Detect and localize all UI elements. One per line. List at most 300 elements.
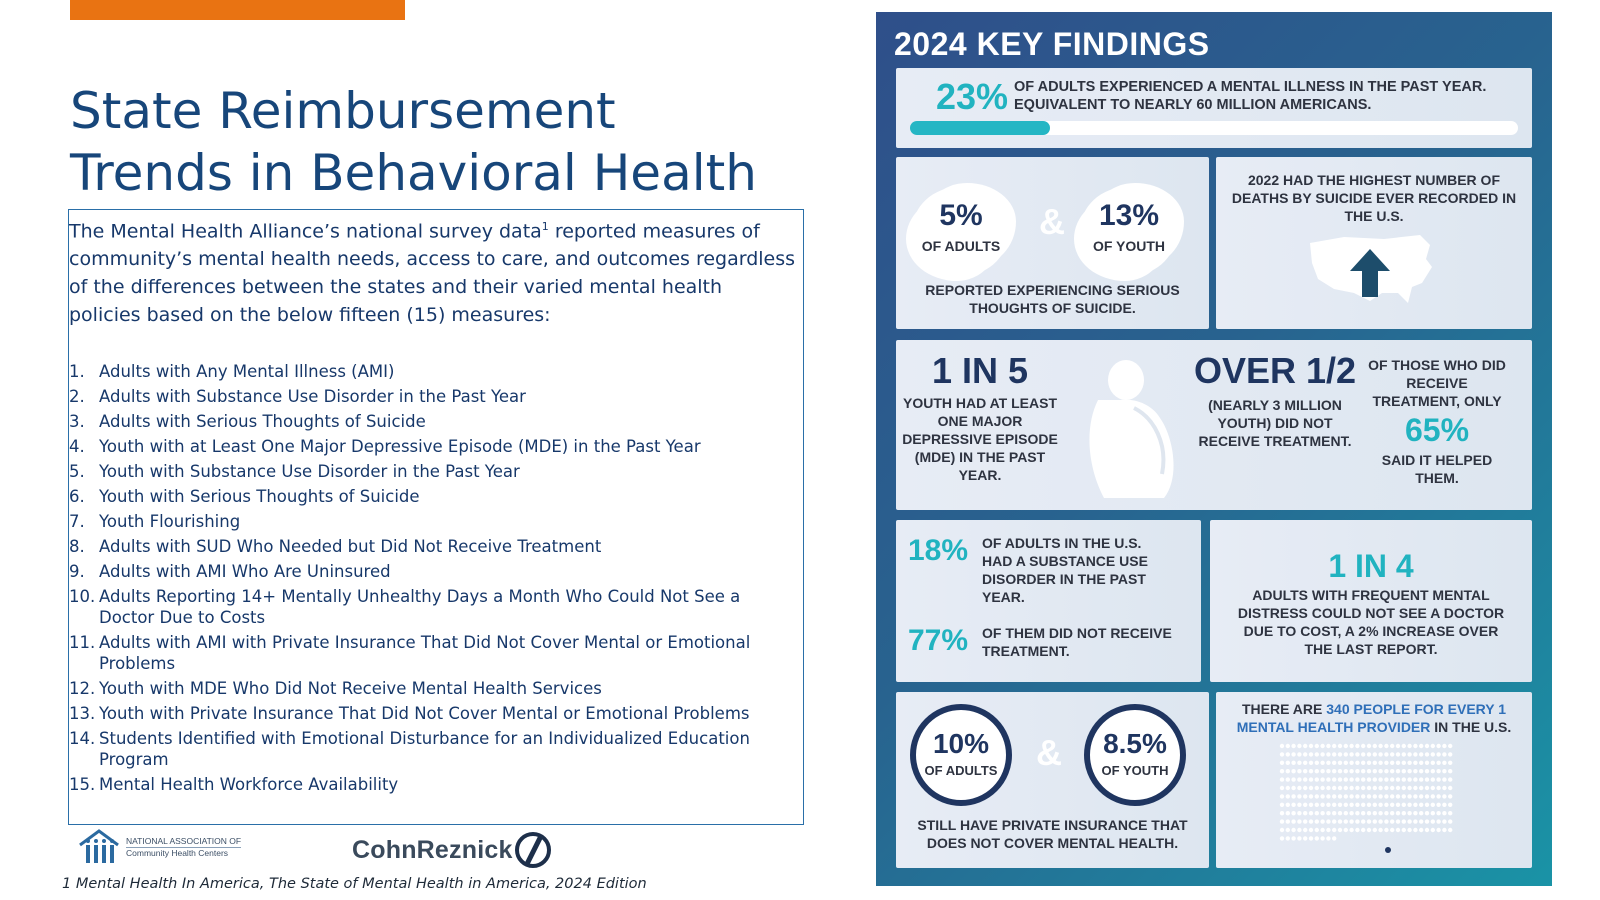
person-dot [1396,828,1400,832]
person-dot [1425,819,1429,823]
person-dot [1338,786,1342,790]
person-dot [1355,828,1359,832]
person-dot [1396,744,1400,748]
person-dot [1413,794,1417,798]
person-dot [1291,777,1295,781]
person-dot [1355,794,1359,798]
treatment-helped-block [1362,356,1512,487]
person-dot [1419,761,1423,765]
person-dot [1326,744,1330,748]
person-dot [1442,828,1446,832]
person-dot [1320,819,1324,823]
person-dot [1309,786,1313,790]
person-dot [1303,819,1307,823]
person-dot [1355,744,1359,748]
measure-item [69,411,799,432]
person-dot [1344,777,1348,781]
person-dot [1320,786,1324,790]
person-dot [1309,761,1313,765]
intro-text-end: reported measures of community’s mental health needs, access to care, and outcomes regardless of the differences between the states and their varied mental health policies based on the below fifteen (15) measures: [69,220,796,327]
person-dot [1326,803,1330,807]
person-dot [1349,769,1353,773]
stat-value: 65% [1404,412,1470,448]
stat-value: OVER 1/2 [1193,350,1357,391]
measure-number: 6. [69,487,85,507]
person-dot [1431,803,1435,807]
measure-number: 13. [69,704,96,724]
stat-suicide-thoughts [896,157,1209,329]
person-dot [1378,777,1382,781]
person-dot [1402,819,1406,823]
us-map-up-arrow-icon [1304,223,1444,319]
ampersand: & [1036,732,1062,773]
person-dot [1361,794,1365,798]
person-dot [1297,769,1301,773]
progress-track [910,121,1518,135]
provider-dot [1385,847,1391,853]
person-dot [1402,811,1406,815]
person-dot [1436,752,1440,756]
person-dot [1286,836,1290,840]
measure-item [69,586,799,628]
person-dot [1315,828,1319,832]
person-dot [1291,752,1295,756]
person-dot [1378,811,1382,815]
person-dot [1326,752,1330,756]
person-dot [1280,811,1284,815]
badge-label: OF ADULTS [924,763,998,778]
person-dot [1436,803,1440,807]
person-dot [1286,786,1290,790]
measure-item [69,632,799,674]
person-dot [1280,761,1284,765]
person-dot [1442,761,1446,765]
person-dot [1320,752,1324,756]
nachc-name [126,836,241,859]
person-dot [1402,744,1406,748]
person-dot [1338,811,1342,815]
person-dot [1419,777,1423,781]
person-dot [1344,828,1348,832]
person-dot [1407,777,1411,781]
badge-value: 13% [1098,199,1160,232]
person-dot [1390,803,1394,807]
person-dot [1309,819,1313,823]
person-dot [1390,769,1394,773]
measure-item [69,511,799,532]
person-dot [1442,786,1446,790]
stat-caption: STILL HAVE PRIVATE INSURANCE THAT DOES NOT COVER MENTAL HEALTH. [917,817,1188,851]
stat-caption-line-1: OF ADULTS EXPERIENCED A MENTAL ILLNESS IN THE PAST YEAR. [1014,79,1487,95]
person-dot [1361,811,1365,815]
measure-text: Adults with Serious Thoughts of Suicide [99,412,426,432]
person-dot [1315,752,1319,756]
person-dot [1338,761,1342,765]
stat-insurance-gap [896,692,1209,868]
person-dot [1297,777,1301,781]
person-dot [1419,811,1423,815]
person-dot [1431,777,1435,781]
person-dot [1413,761,1417,765]
person-dot [1344,819,1348,823]
measure-text: Adults Reporting 14+ Mentally Unhealthy Days a Month Who Could Not See a Doctor Due to Costs [99,587,741,628]
person-dot [1338,752,1342,756]
person-dot [1338,744,1342,748]
person-dot [1332,803,1336,807]
person-dot [1407,803,1411,807]
person-dot [1419,744,1423,748]
nachc-line-2: Community Health Centers [126,847,241,859]
stat-caption: REPORTED EXPERIENCING SERIOUS THOUGHTS OF SUICIDE. [925,282,1180,316]
person-dot [1425,752,1429,756]
person-dot [1390,752,1394,756]
person-dot [1436,777,1440,781]
stat-value: 18% [908,534,969,567]
person-dot [1448,761,1452,765]
stat-provider-ratio [1216,692,1532,868]
person-dot [1338,777,1342,781]
person-dot [1355,786,1359,790]
person-dot [1320,777,1324,781]
person-dot [1280,803,1284,807]
adults-ring-badge [910,704,1012,806]
measure-text: Youth with Substance Use Disorder in the Past Year [99,462,520,482]
person-dot [1332,777,1336,781]
person-dot [1431,811,1435,815]
person-dot [1373,819,1377,823]
person-dot [1436,761,1440,765]
cohnreznick-logo [352,830,553,870]
person-dot [1280,794,1284,798]
person-dot [1355,752,1359,756]
person-dot [1378,769,1382,773]
stat-substance-use [896,520,1201,682]
person-dot [1407,744,1411,748]
person-dot [1344,761,1348,765]
person-dot [1425,803,1429,807]
stat-value: 23% [936,76,1009,117]
person-dot [1442,777,1446,781]
measure-text: Adults with Any Mental Illness (AMI) [99,362,395,382]
stat-caption: (NEARLY 3 MILLION YOUTH) DID NOT RECEIVE TREATMENT. [1198,397,1352,449]
person-dot [1402,803,1406,807]
person-dot [1280,777,1284,781]
person-dot [1315,786,1319,790]
person-dot [1361,769,1365,773]
person-dot [1390,794,1394,798]
person-dot [1361,777,1365,781]
nachc-line-1: NATIONAL ASSOCIATION OF [126,835,242,846]
person-dot [1396,811,1400,815]
measure-item [69,728,799,770]
person-dot [1384,828,1388,832]
person-dot [1344,744,1348,748]
person-dot [1349,777,1353,781]
person-dot [1349,819,1353,823]
person-dot [1413,752,1417,756]
measure-text: Youth Flourishing [99,512,241,532]
measure-number: 14. [69,729,96,749]
person-dot [1286,803,1290,807]
measure-text: Adults with AMI with Private Insurance That Did Not Cover Mental or Emotional Problems [99,633,751,674]
person-dot [1367,819,1371,823]
measure-item [69,461,799,482]
person-dot [1303,811,1307,815]
measure-number: 5. [69,462,85,482]
person-dot [1303,828,1307,832]
person-dot [1436,769,1440,773]
person-dot [1384,819,1388,823]
person-dot [1442,769,1446,773]
person-dot [1309,803,1313,807]
person-dot [1361,828,1365,832]
person-dot [1303,769,1307,773]
untreated-sud-row [908,624,1172,660]
person-dot [1361,744,1365,748]
person-dot [1280,836,1284,840]
person-dot [1442,811,1446,815]
person-dot [1297,811,1301,815]
untreated-youth-block [1192,350,1358,450]
person-dot [1367,777,1371,781]
person-dot [1361,786,1365,790]
person-dot [1448,811,1452,815]
measure-item [69,361,799,382]
person-dot [1384,761,1388,765]
person-dot [1303,786,1307,790]
person-dot [1303,836,1307,840]
person-dot [1297,744,1301,748]
person-dot [1436,786,1440,790]
person-dot [1361,752,1365,756]
person-dot [1373,752,1377,756]
person-dot [1332,761,1336,765]
person-dot [1384,803,1388,807]
person-dot [1384,769,1388,773]
person-dot [1402,761,1406,765]
person-dot [1407,752,1411,756]
person-dot [1326,786,1330,790]
person-dot [1303,803,1307,807]
person-dot [1315,811,1319,815]
sud-row [908,534,1172,606]
person-dot [1419,828,1423,832]
person-dot [1419,819,1423,823]
measure-text: Mental Health Workforce Availability [99,775,399,795]
person-dot [1448,803,1452,807]
person-dot [1332,819,1336,823]
person-dot [1425,828,1429,832]
person-dot [1332,811,1336,815]
person-dot [1297,794,1301,798]
person-dot [1280,819,1284,823]
intro-text-start: The Mental Health Alliance’s national survey data [69,220,542,243]
person-dot [1425,744,1429,748]
person-dot [1413,769,1417,773]
person-dot [1413,819,1417,823]
stat-value: 1 IN 5 [931,350,1029,391]
person-dot [1378,752,1382,756]
person-dot [1286,761,1290,765]
person-dot [1378,761,1382,765]
person-dot [1390,828,1394,832]
person-dot [1367,811,1371,815]
person-dot [1315,794,1319,798]
person-dot [1396,819,1400,823]
person-dot [1309,752,1313,756]
person-dot [1326,761,1330,765]
person-dot [1407,794,1411,798]
person-dot [1315,803,1319,807]
person-dot [1390,744,1394,748]
person-dot [1338,769,1342,773]
person-dot [1320,761,1324,765]
person-dot [1280,769,1284,773]
person-dot [1297,786,1301,790]
person-dot [1326,819,1330,823]
person-dot [1349,828,1353,832]
progress-fill [910,121,1050,135]
title-line-2: Trends in Behavioral Health [70,144,757,202]
youth-mde-block [900,350,1060,484]
person-dot [1349,744,1353,748]
person-dot [1349,811,1353,815]
person-dot [1373,828,1377,832]
person-dot [1396,794,1400,798]
person-dot [1297,752,1301,756]
person-dot [1326,836,1330,840]
person-dot [1425,777,1429,781]
badge-label: OF YOUTH [1101,763,1169,778]
measure-number: 4. [69,437,85,457]
person-dot [1309,811,1313,815]
person-dot [1344,752,1348,756]
person-dot [1373,786,1377,790]
footnote-marker: 1 [541,220,549,233]
stat-caption: ADULTS WITH FREQUENT MENTAL DISTRESS COULD NOT SEE A DOCTOR DUE TO COST, A 2% INCREASE OVER THE LAST REPORT. [1237,587,1505,657]
person-dot [1326,769,1330,773]
person-dot [1419,794,1423,798]
person-dot [1367,761,1371,765]
person-dot [1349,761,1353,765]
person-dot [1315,836,1319,840]
person-dot [1291,786,1295,790]
measure-text: Adults with SUD Who Needed but Did Not Receive Treatment [99,537,602,557]
person-dot [1396,769,1400,773]
person-dot [1291,819,1295,823]
stat-caption-line-2: EQUIVALENT TO NEARLY 60 MILLION AMERICANS. [1014,97,1372,113]
measure-number: 10. [69,587,96,607]
person-dot [1344,794,1348,798]
person-dot [1431,819,1435,823]
cohnreznick-wordmark: CohnReznick [352,835,513,864]
person-dot [1297,819,1301,823]
person-dot [1303,744,1307,748]
person-dot [1320,836,1324,840]
person-dot [1286,794,1290,798]
measure-text: Students Identified with Emotional Disturbance for an Individualized Education Program [99,729,750,770]
person-dot [1402,828,1406,832]
measure-text: Adults with AMI Who Are Uninsured [99,562,391,582]
person-dot [1431,752,1435,756]
person-dot [1286,811,1290,815]
person-dot [1378,828,1382,832]
person-dot [1315,769,1319,773]
person-dot [1332,752,1336,756]
person-dot [1407,769,1411,773]
person-dot [1320,769,1324,773]
nachc-house-icon [76,827,122,867]
person-dot [1349,786,1353,790]
person-dot [1442,819,1446,823]
person-dot [1349,794,1353,798]
person-dot [1286,819,1290,823]
person-dot [1361,761,1365,765]
person-dot [1378,819,1382,823]
stat-caption-post: SAID IT HELPED THEM. [1381,452,1493,486]
person-dot [1390,777,1394,781]
adults-cloud-badge [912,187,1010,275]
person-dot [1344,811,1348,815]
person-dot [1309,836,1313,840]
stat-caption [1014,78,1486,114]
person-dot [1320,794,1324,798]
person-dot [1320,744,1324,748]
person-dot [1280,828,1284,832]
person-dot [1436,794,1440,798]
person-dot [1384,752,1388,756]
person-dot [1373,794,1377,798]
person-dot [1448,769,1452,773]
stat-suicide-deaths [1216,157,1532,329]
person-dot [1373,744,1377,748]
person-dot [1309,769,1313,773]
measure-number: 9. [69,562,85,582]
measure-number: 3. [69,412,85,432]
measure-number: 8. [69,537,85,557]
measure-number: 2. [69,387,85,407]
person-dot [1286,828,1290,832]
person-dot [1286,769,1290,773]
person-dot [1384,786,1388,790]
person-dot [1419,769,1423,773]
stat-adults-mental-illness [896,68,1532,148]
person-dot [1378,803,1382,807]
caption-pre: THERE ARE [1241,701,1327,717]
cohnreznick-mark-icon [513,830,553,870]
person-dot [1338,819,1342,823]
person-dot [1291,769,1295,773]
person-dot [1338,794,1342,798]
person-dot [1384,777,1388,781]
person-dot [1431,744,1435,748]
stat-caption: OF ADULTS IN THE U.S. HAD A SUBSTANCE USE DISORDER IN THE PAST YEAR. [982,535,1148,605]
person-dot [1355,803,1359,807]
key-findings-infographic [876,12,1552,886]
person-dot [1436,744,1440,748]
measure-text: Youth with Serious Thoughts of Suicide [99,487,420,507]
measure-number: 1. [69,362,85,382]
person-dot [1338,803,1342,807]
measure-text: Youth with at Least One Major Depressive Episode (MDE) in the Past Year [99,437,701,457]
person-dot [1280,744,1284,748]
measure-item [69,486,799,507]
person-dot [1413,811,1417,815]
person-dot [1407,761,1411,765]
person-dot [1425,794,1429,798]
person-dot [1413,777,1417,781]
person-dot [1431,761,1435,765]
